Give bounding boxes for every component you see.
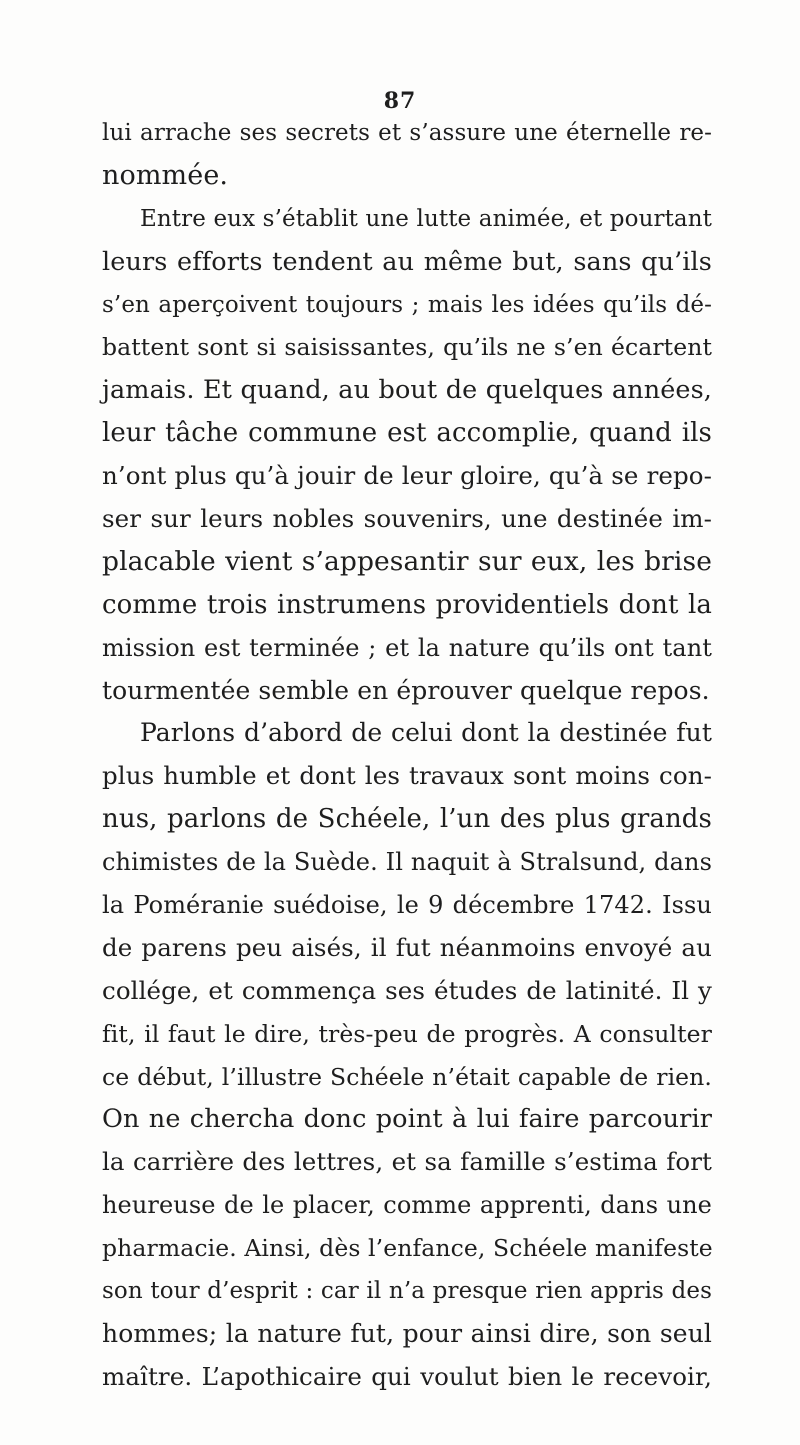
text-line: la carrière des lettres, et sa famille s’estima fort — [102, 1147, 712, 1177]
text-line: leurs efforts tendent au même but, sans qu’ils — [102, 246, 712, 277]
text-line: hommes; la nature fut, pour ainsi dire, son seul — [102, 1318, 712, 1348]
text-line: Entre eux s’établit une lutte animée, et pourtant — [140, 205, 712, 232]
text-line: chimistes de la Suède. Il naquit à Stralsund, dans — [102, 848, 712, 877]
text-line: lui arrache ses secrets et s’assure une éternelle re- — [102, 120, 712, 146]
text-line: de parens peu aisés, il fut néanmoins envoyé au — [102, 932, 712, 962]
text-line: Parlons d’abord de celui dont la destinée fut — [140, 718, 712, 748]
text-line: battent sont si saisissantes, qu’ils ne s’en écartent — [102, 333, 712, 362]
text-line: comme trois instrumens providentiels dont la — [102, 589, 712, 620]
text-line: jamais. Et quand, au bout de quelques années, — [102, 375, 712, 406]
text-line: ser sur leurs nobles souvenirs, une destinée im- — [102, 504, 712, 534]
text-line: On ne chercha donc point à lui faire parcourir — [102, 1104, 712, 1135]
text-line: la Poméranie suédoise, le 9 décembre 1742. Issu — [102, 891, 712, 920]
text-line: ce début, l’illustre Schéele n’était capable de rien. — [102, 1062, 712, 1091]
text-line: n’ont plus qu’à jouir de leur gloire, qu’à se repo- — [102, 461, 712, 491]
text-line: nus, parlons de Schéele, l’un des plus grands — [102, 804, 712, 835]
text-line: tourmentée semble en éprouver quelque repos. — [102, 675, 710, 705]
body-text — [102, 112, 712, 1399]
text-line: fit, il faut le dire, très-peu de progrès. A consulter — [102, 1019, 712, 1048]
text-line: son tour d’esprit : car il n’a presque rien appris des — [102, 1278, 712, 1305]
text-line: collége, et commença ses études de latinité. Il y — [102, 975, 712, 1005]
text-line: nommée. — [102, 159, 229, 191]
page-number: 87 — [383, 88, 417, 114]
text-line: placable vient s’appesantir sur eux, les brise — [102, 545, 712, 577]
text-line: pharmacie. Ainsi, dès l’enfance, Schéele manifeste — [102, 1234, 713, 1263]
text-line: s’en aperçoivent toujours ; mais les idées qu’ils dé- — [102, 291, 712, 318]
text-line: plus humble et dont les travaux sont moins con- — [102, 761, 712, 791]
text-line: leur tâche commune est accomplie, quand ils — [102, 418, 712, 449]
text-line: heureuse de le placer, comme apprenti, dans une — [102, 1191, 712, 1220]
text-line: maître. L’apothicaire qui voulut bien le recevoir, — [102, 1361, 712, 1391]
text-line: mission est terminée ; et la nature qu’ils ont tant — [102, 633, 712, 662]
